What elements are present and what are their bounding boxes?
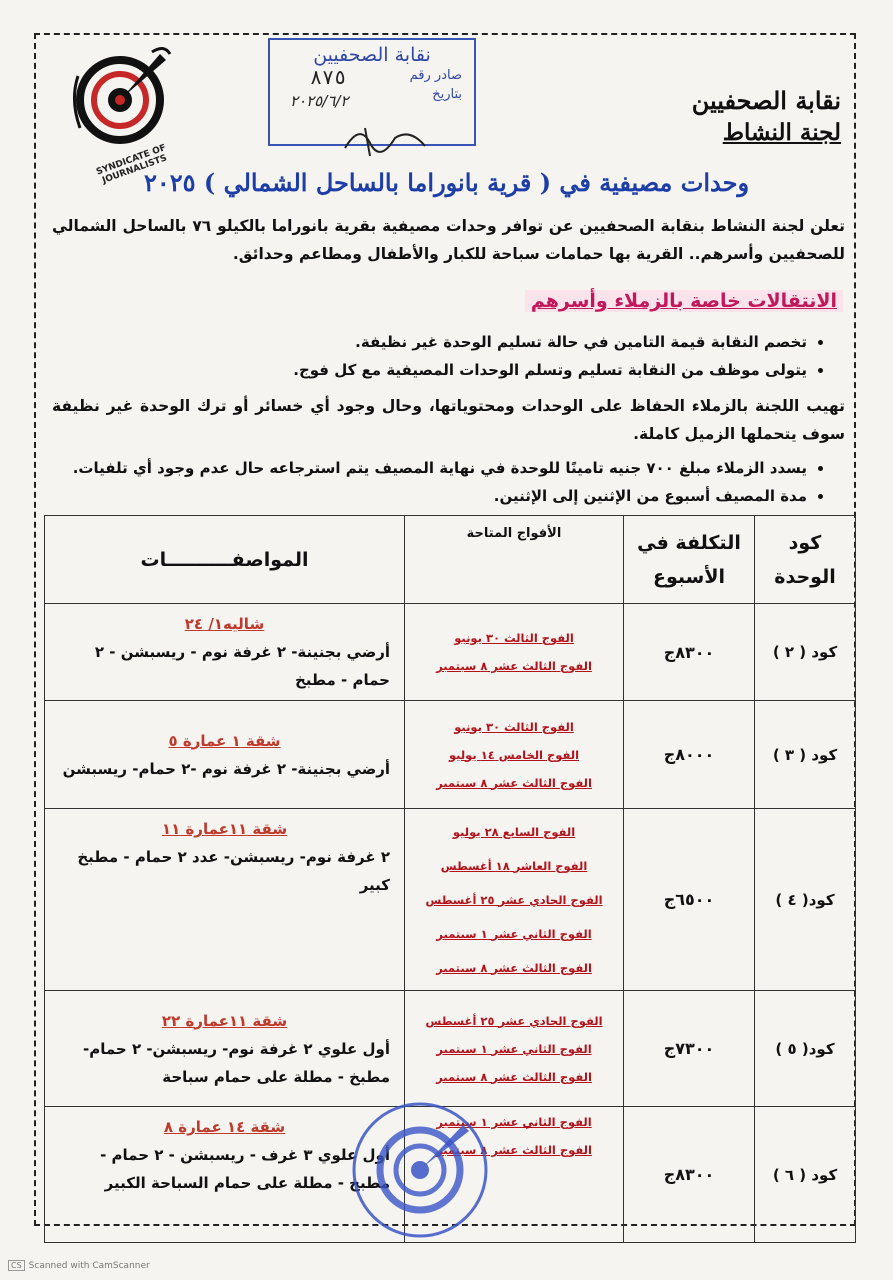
stamp-number: ٨٧٥ bbox=[310, 65, 347, 89]
unit-code: كود( ٤ ) bbox=[755, 809, 856, 991]
camscanner-icon: CS bbox=[8, 1260, 25, 1271]
unit-cost: ٨٠٠٠ج bbox=[624, 701, 755, 809]
stamp-number-label: صادر رقم bbox=[409, 68, 462, 83]
group-item: الفوج الثاني عشر ١ سبتمبر bbox=[436, 926, 592, 941]
unit-groups bbox=[405, 701, 624, 809]
group-item: الفوج الثالث عشر ٨ سبتمبر bbox=[436, 1069, 592, 1084]
unit-cost: ٦٥٠٠ج bbox=[624, 809, 755, 991]
unit-spec: أرضي بجنينة- ٢ غرفة نوم - ريسبشن - ٢ حمام - مطبخ bbox=[94, 643, 390, 689]
unit-groups bbox=[405, 991, 624, 1107]
group-item: الفوج الثالث عشر ٨ سبتمبر bbox=[436, 960, 592, 975]
scanner-footer bbox=[8, 1260, 150, 1271]
list-item: • يسدد الزملاء مبلغ ٧٠٠ جنيه تامينًا للوحدة في نهاية المصيف يتم استرجاعه حال عدم وجود أي تلفيات. bbox=[60, 454, 807, 482]
unit-spec-cell bbox=[45, 809, 405, 991]
unit-name: شقة ١١عمارة ٢٢ bbox=[161, 1011, 288, 1030]
syndicate-seal bbox=[345, 1095, 495, 1245]
table-row bbox=[45, 991, 856, 1107]
transport-note: الانتقالات خاصة بالزملاء وأسرهم bbox=[525, 290, 843, 312]
header-groups: الأفواج المتاحة bbox=[405, 516, 624, 604]
syndicate-logo bbox=[60, 40, 180, 160]
intro-paragraph: تعلن لجنة النشاط بنقابة الصحفيين عن توافر وحدات مصيفية بقرية بانوراما بالكيلو ٧٦ بالساحل الشمالي للصحفيين وأسرهم.. القرية بها حمامات سباحة للكبار والأطفال ومطاعم وحدائق. bbox=[52, 217, 845, 263]
unit-code: كود ( ٦ ) bbox=[755, 1107, 856, 1243]
unit-cost: ٨٣٠٠ج bbox=[624, 604, 755, 701]
group-item: الفوج الثالث ٣٠ يونيو bbox=[454, 631, 574, 645]
group-item: الفوج العاشر ١٨ أغسطس bbox=[440, 858, 588, 873]
unit-spec: أرضي بجنينة- ٢ غرفة نوم -٢ حمام- ريسبشن bbox=[62, 759, 390, 778]
list-item: • يتولى موظف من النقابة تسليم وتسلم الوحدات المصيفية مع كل فوج. bbox=[60, 356, 807, 384]
rules-list-2 bbox=[60, 454, 833, 510]
document-title: وحدات مصيفية في ( قرية بانوراما بالساحل الشمالي ) ٢٠٢٥ bbox=[143, 168, 750, 197]
unit-groups bbox=[405, 809, 624, 991]
table-header-row bbox=[45, 516, 856, 604]
unit-spec: أول علوي ٢ غرفة نوم- ريسبشن- ٢ حمام- مطبخ - مطلة على حمام سباحة bbox=[82, 1039, 390, 1086]
group-item: الفوج الثالث عشر ٨ سبتمبر bbox=[436, 659, 592, 673]
list-item: • مدة المصيف أسبوع من الإثنين إلى الإثنين. bbox=[60, 482, 807, 510]
unit-spec-cell bbox=[45, 991, 405, 1107]
group-item: الفوج السابع ٢٨ يوليو bbox=[452, 824, 576, 839]
unit-cost: ٧٣٠٠ج bbox=[624, 991, 755, 1107]
unit-name: شقة ١ عمارة ٥ bbox=[168, 731, 281, 750]
group-item: الفوج الثالث عشر ٨ سبتمبر bbox=[436, 1143, 592, 1157]
table-row bbox=[45, 701, 856, 809]
group-item: الفوج الثالث عشر ٨ سبتمبر bbox=[436, 775, 592, 790]
header-cost: التكلفة في الأسبوع bbox=[624, 516, 755, 604]
unit-code: كود ( ٣ ) bbox=[755, 701, 856, 809]
unit-code: كود( ٥ ) bbox=[755, 991, 856, 1107]
group-item: الفوج الثاني عشر ١ سبتمبر bbox=[436, 1115, 592, 1129]
signature bbox=[340, 118, 430, 158]
unit-cost: ٨٣٠٠ج bbox=[624, 1107, 755, 1243]
header-code: كود الوحدة bbox=[755, 516, 856, 604]
committee-name: لجنة النشاط bbox=[722, 119, 841, 146]
group-item: الفوج الثاني عشر ١ سبتمبر bbox=[436, 1041, 592, 1056]
unit-name: شاليه١/ ٢٤ bbox=[184, 615, 265, 633]
list-item: • تخصم النقابة قيمة التامين في حالة تسليم الوحدة غير نظيفة. bbox=[60, 328, 807, 356]
unit-code: كود ( ٢ ) bbox=[755, 604, 856, 701]
unit-name: شقة ١١عمارة ١١ bbox=[161, 820, 288, 838]
stamp-title: نقابة الصحفيين bbox=[313, 44, 431, 66]
stamp-date-label: بتاريخ bbox=[432, 87, 462, 102]
header-spec: المواصفــــــــــات bbox=[45, 516, 405, 604]
group-item: الفوج الحادي عشر ٢٥ أغسطس bbox=[425, 892, 603, 907]
care-paragraph: تهيب اللجنة بالزملاء الحفاظ على الوحدات ومحتوياتها، وحال وجود أي خسائر أو ترك الوحدة غير نظيفة سوف يتحملها الزميل كاملة. bbox=[52, 397, 845, 443]
org-name: نقابة الصحفيين bbox=[691, 86, 841, 115]
unit-spec: أول علوي ٣ غرف - ريسبشن - ٢ حمام - مطبخ - مطلة على حمام السباحة الكبير bbox=[100, 1146, 390, 1192]
footer-text: Scanned with CamScanner bbox=[28, 1261, 150, 1271]
unit-spec: ٢ غرفة نوم- ريسبشن- عدد ٢ حمام - مطبخ كبير bbox=[77, 848, 390, 894]
stamp-date: ٢٠٢٥/٦/٢ bbox=[290, 92, 349, 110]
logo-caption: SYNDICATE OF JOURNALISTS bbox=[95, 143, 169, 187]
group-item: الفوج الخامس ١٤ يوليو bbox=[448, 747, 580, 762]
unit-spec-cell bbox=[45, 701, 405, 809]
rules-list-1 bbox=[60, 328, 833, 384]
unit-name: شقة ١٤ عمارة ٨ bbox=[163, 1118, 286, 1136]
organization-header bbox=[692, 86, 841, 146]
table-row bbox=[45, 604, 856, 701]
group-item: الفوج الحادي عشر ٢٥ أغسطس bbox=[425, 1013, 603, 1028]
unit-groups bbox=[405, 604, 624, 701]
unit-spec-cell bbox=[45, 604, 405, 701]
group-item: الفوج الثالث ٣٠ يونيو bbox=[454, 719, 574, 734]
table-row bbox=[45, 809, 856, 991]
